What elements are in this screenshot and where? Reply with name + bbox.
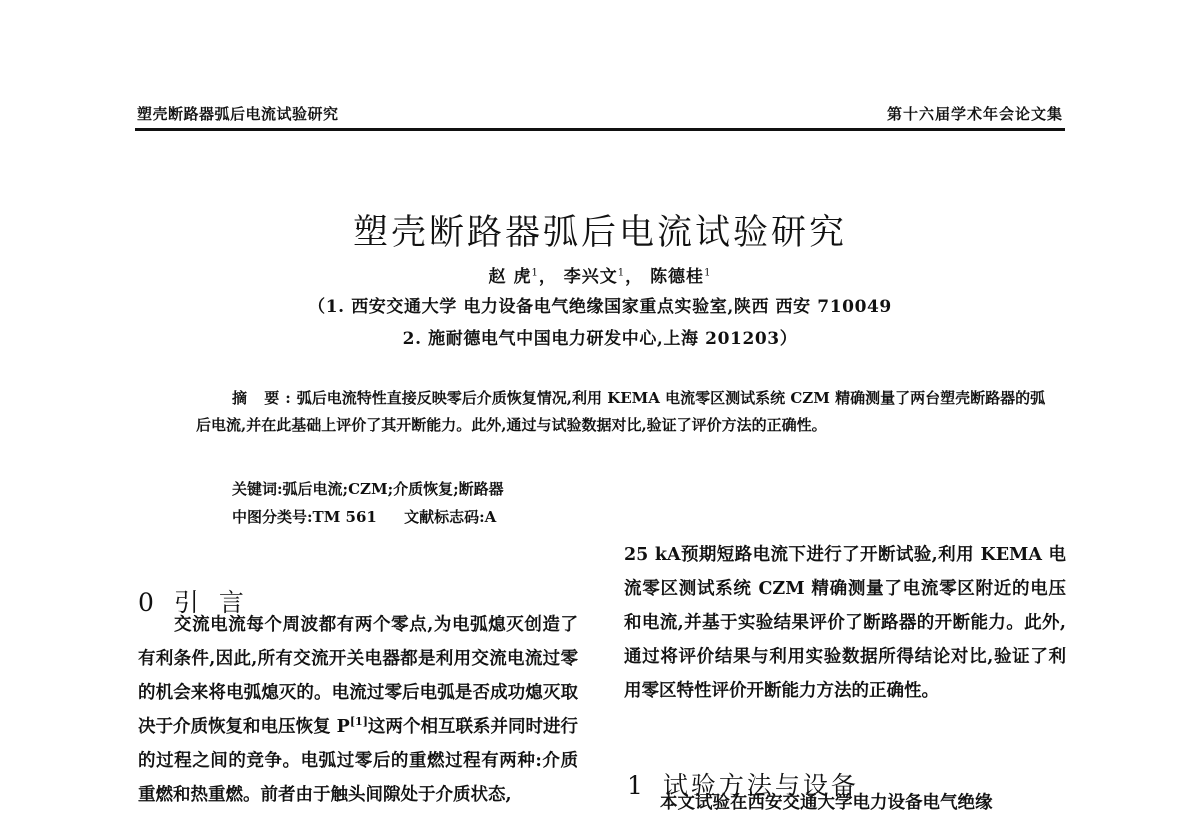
author-list	[0, 262, 1200, 287]
section-number: 0	[138, 587, 154, 617]
abstract	[196, 385, 1046, 439]
abstract-text: 弧后电流特性直接反映零后介质恢复情况,利用 KEMA 电流零区测试系统 CZM 精确测量了两台塑壳断路器的弧后电流,并在此基础上评价了其开断能力。此外,通过与试验数据对比,验证了评价方法的正确性。	[196, 389, 1046, 434]
intro-text-part-2: 这两个相互联系并同时进行的过程之间的竞争。电弧过零后的重燃过程有两种:介质重燃和热重燃。前者由于触头间隙处于介质状态,	[138, 717, 578, 805]
running-header-right: 第十六届学术年会论文集	[886, 105, 1063, 123]
doc-code-value: A	[484, 508, 497, 526]
clc-value: TM 561	[312, 508, 377, 526]
paper-title: 塑壳断路器弧后电流试验研究	[352, 213, 847, 254]
keywords-label: 关键词:	[232, 480, 283, 498]
section-number: 1	[627, 770, 643, 800]
clc-label: 中图分类号:	[232, 508, 313, 526]
classification-line	[232, 506, 496, 527]
header-rule	[135, 128, 1065, 131]
keywords-text: 弧后电流;CZM;介质恢复;断路器	[282, 480, 504, 498]
intro-text-part-1: 交流电流每个周波都有两个零点,为电弧熄灭创造了有利条件,因此,所有交流开关电器都是利用交流电流过零的机会来将电弧熄灭的。电流过零后电弧是否成功熄灭取决于介质恢复和电压恢复 P	[138, 615, 578, 737]
doc-code-label: 文献标志码:	[404, 508, 485, 526]
author-name: 陈德桂	[650, 267, 705, 287]
affiliation-mark: 1	[617, 267, 626, 279]
methods-paragraph: 本文试验在西安交通大学电力设备电气绝缘	[660, 793, 993, 813]
citation-ref: [1]	[349, 715, 368, 729]
running-header-left: 塑壳断路器弧后电流试验研究	[137, 105, 339, 123]
right-column-paragraph: 25 kA预期短路电流下进行了开断试验,利用 KEMA 电流零区测试系统 CZM 精确测量了电流零区附近的电压和电流,并基于实验结果评价了断路器的开断能力。此外,通过将评价结果与利用实验数据所得结论对比,验证了利用零区特性评价开断能力方法的正确性。	[624, 545, 1066, 701]
section-title: 引 言	[173, 587, 244, 617]
affiliation-mark: 1	[704, 267, 712, 279]
intro-paragraph	[138, 608, 578, 812]
author-name: 李兴文	[563, 267, 618, 287]
section-title: 试验方法与设备	[662, 770, 859, 800]
affiliation-line-1: （1. 西安交通大学 电力设备电气绝缘国家重点实验室,陕西 西安 710049	[308, 297, 892, 317]
author-name: 赵 虎	[488, 267, 532, 287]
abstract-label: 摘 要:	[232, 389, 297, 407]
affiliation-mark: 1	[531, 267, 539, 279]
author-separator: ，	[538, 267, 557, 287]
keywords	[232, 478, 504, 499]
affiliation-line-2: 2. 施耐德电气中国电力研发中心,上海 201203）	[402, 329, 798, 349]
author-separator: ，	[625, 267, 644, 287]
